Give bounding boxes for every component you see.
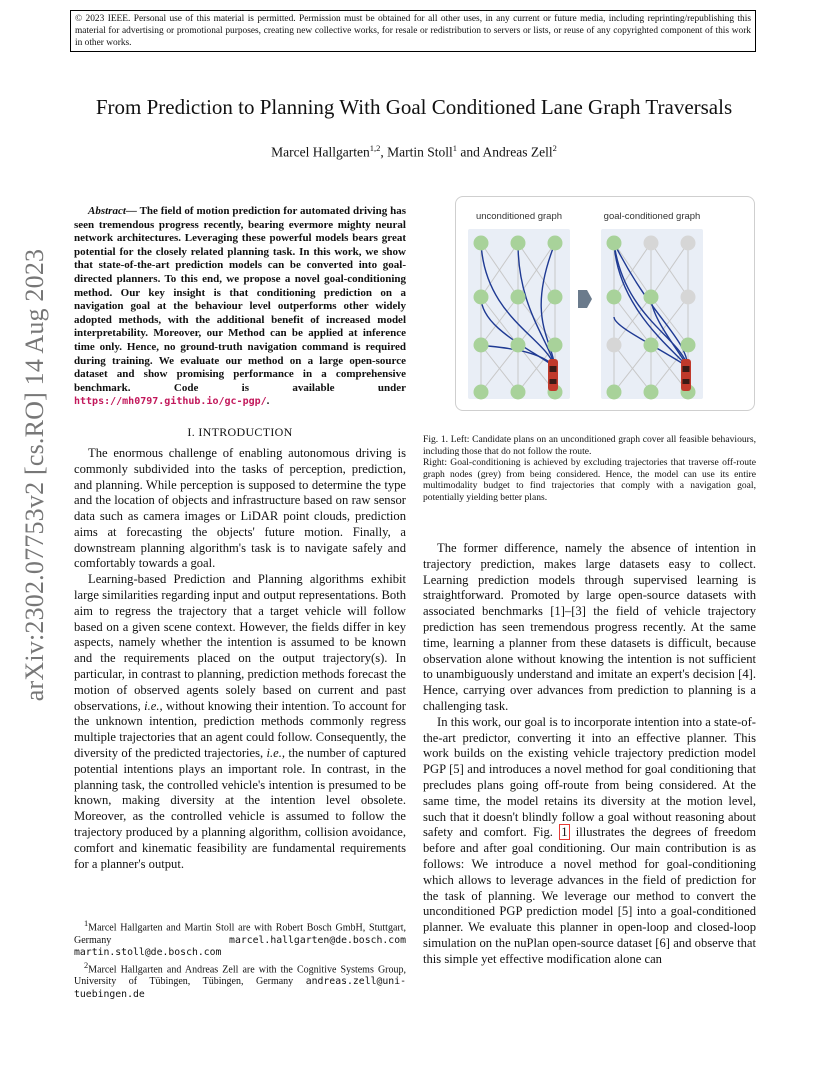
graph-node — [607, 338, 622, 353]
email-link[interactable]: andreas.zell@uni-tuebingen.de — [74, 976, 406, 1000]
section-heading-introduction: I. INTRODUCTION — [187, 424, 293, 439]
graph-node — [681, 236, 696, 251]
figure-reference-link[interactable]: 1 — [561, 825, 568, 840]
arxiv-identifier[interactable]: arXiv:2302.07753v2 [cs.RO] 14 Aug 2023 — [20, 248, 49, 702]
figure-1 — [455, 196, 755, 411]
affiliation-mark: 1,2 — [369, 143, 381, 153]
intro-paragraph-1: The enormous challenge of enabling autonomous driving is commonly subdivided into the tasks of perception, prediction, and planning. While perception is supposed to determine the type and the location of objects and infrastructure based on raw sensor data such as camera images or LiDAR point clouds, prediction aims at forecasting the objects' future motion. Finally, a downstream planning algorithm's task is to navigate safely and comfortably towards a goal. — [74, 445, 406, 571]
graph-node — [548, 338, 563, 353]
affiliation-mark: 2 — [552, 143, 557, 153]
email-link[interactable]: martin.stoll@de.bosch.com — [74, 947, 222, 959]
author-list — [0, 143, 828, 161]
figure-caption — [423, 434, 756, 504]
author-name: Marcel Hallgarten — [271, 144, 370, 160]
email-link[interactable]: marcel.hallgarten@de.bosch.com — [229, 934, 406, 946]
graph-node — [644, 236, 659, 251]
right-paragraph-1: The former difference, namely the absence of intention in trajectory prediction, makes large datasets easy to collect. Learning prediction models through supervised learning is straightforward. Promoted by large open-source datasets with associated benchmarks [1]–[3] the field of vehicle trajectory prediction has seen tremendous progress recently. At the same time, learning a planner from these datasets is difficult, because observation alone without knowing the intention is not sufficient to unambiguously understand and imitate an expert's decision [4]. Hence, carrying over advances from prediction to planning is a challenging task. — [423, 541, 756, 713]
abstract-end: . — [266, 395, 270, 408]
graph-node — [474, 236, 489, 251]
intro-paragraph-2 — [74, 572, 406, 872]
graph-node — [644, 290, 659, 305]
footnote-1 — [74, 918, 406, 960]
abstract — [74, 205, 406, 409]
graph-node — [511, 385, 526, 400]
graph-node — [511, 290, 526, 305]
text-run-italic: i.e., — [144, 698, 163, 713]
graph-node — [474, 290, 489, 305]
text-run: Learning-based Prediction and Planning algorithms exhibit large similarities regarding input and output representations. Both aim to regress the trajectory that a target vehicle will follow based on a given scene context. However, the fields differ in key aspects, namely whether the intention is assumed to be known and the requirements placed on the output trajectory(s). In particular, in contrast to planning, prediction methods forecast the motion of observed agents solely based on current and past observations, — [74, 572, 406, 713]
graph-node — [474, 338, 489, 353]
footnote-text: Marcel Hallgarten and Martin Stoll are with Robert Bosch GmbH, Stuttgart, Germany — [74, 922, 406, 946]
arrow-right-icon — [578, 290, 592, 308]
vehicle-icon — [681, 359, 691, 391]
author-separator: , — [380, 144, 388, 160]
author-name: Martin Stoll — [387, 144, 453, 160]
left-column — [74, 205, 406, 872]
figure-label-right: goal-conditioned graph — [603, 211, 701, 222]
right-paragraph-2 — [423, 715, 756, 968]
author-separator: and — [456, 144, 483, 160]
vehicle-icon — [548, 359, 558, 391]
graph-node — [474, 385, 489, 400]
footnote-mark: 1 — [84, 919, 89, 928]
right-column — [423, 541, 756, 968]
footnote-2 — [74, 960, 406, 1002]
abstract-label: Abstract— — [88, 205, 137, 217]
footnotes — [74, 918, 406, 1001]
text-run: illustrates the degrees of freedom before and after goal conditioning. Our main contribution is as follows: We introduce a novel method for goal-conditioning which allows to leverage advances in the field of prediction for the task of planning. We leverage our method to convert the unconditioned PGP prediction model [5] into a goal-conditioned planner. We evaluate this planner in open-loop and closed-loop simulation on the nuPlan open-source dataset [6] and observe that this simple yet effective modification alone can — [423, 825, 757, 966]
copyright-notice: © 2023 IEEE. Personal use of this material is permitted. Permission must be obtained for all other uses, in any current or future media, including reprinting/republishing this material for advertising or promotional purposes, creating new collective works, for resale or redistribution to servers or lists, or reuse of any copyrighted component of this work in other works. — [70, 10, 756, 52]
affiliation-mark: 1 — [452, 143, 457, 153]
figure-label-left: unconditioned graph — [475, 211, 563, 222]
footnote-mark: 2 — [84, 960, 89, 970]
text-run: without knowing their intention. To account for the unknown intention, prediction methods commonly regress multiple trajectories that an agent could follow. Consequently, the diversity of the predicted trajectories, — [74, 698, 406, 761]
figure-graph-illustration — [456, 197, 754, 410]
graph-node — [607, 385, 622, 400]
text-run: In this work, our goal is to incorporate intention into a state-of-the-art predictor, converting it into an effective planner. This work builds on the existing vehicle trajectory prediction model PGP [5] and introduces a novel method for goal conditioning that precludes plans going off-route from being considered. At the same time, the model retains its diversity at the motion level, such that it doesn't blindly follow a goal without reasoning about safety and comfort. Fig. — [423, 714, 756, 840]
graph-node — [548, 290, 563, 305]
author-name: Andreas Zell — [482, 144, 553, 160]
graph-node — [681, 290, 696, 305]
paper-title: From Prediction to Planning With Goal Conditioned Lane Graph Traversals — [95, 95, 733, 119]
graph-node — [681, 338, 696, 353]
graph-node — [548, 236, 563, 251]
graph-node — [511, 236, 526, 251]
text-run-italic: i.e., — [266, 746, 286, 761]
graph-node — [607, 290, 622, 305]
graph-node — [511, 338, 526, 353]
graph-node — [607, 236, 622, 251]
caption-line-1: Fig. 1. Left: Candidate plans on an unconditioned graph cover all feasible behaviours, including those that do not follow the route. — [423, 434, 756, 457]
footnote-text: Marcel Hallgarten and Andreas Zell are with the Cognitive Systems Group, University of Tübingen, Tübingen, Germany — [74, 963, 406, 988]
graph-node — [644, 385, 659, 400]
caption-line-2: Right: Goal-conditioning is achieved by excluding trajectories that traverse off-route graph nodes (grey) from being considered. Hence, the model can use its entire multimodality budget to find trajectories that comply with a navigation goal, potentially yielding better plans. — [423, 457, 756, 503]
graph-node — [644, 338, 659, 353]
text-run: the number of captured potential intentions plays an important role. In contrast, in the planning task, the controlled vehicle's intention is presumed to be known, making diversity at the intention level obsolete. Moreover, as the controlled vehicle is assumed to follow the trajectory produced by a planning algorithm, collision avoidance, comfort and kinematic feasibility are fundamental requirements for a planner's output. — [74, 746, 406, 871]
abstract-text: The field of motion prediction for automated driving has seen tremendous progress recently, bearing evermore mighty neural network architectures. Leveraging these powerful models bears great potential for the closely related planning task. In this work, we show that state-of-the-art prediction models can be converted into goal-directed planners. To this end, we propose a novel goal-conditioning method. Our key insight is that conditioning prediction on a navigation goal at the behaviour level outperforms other widely adopted methods, with the additional benefit of increased model interpretability. Moreover, our Method can be applied at inference time only. Hence, no ground-truth navigation command is required during training. We evaluate our method on a large open-source dataset and show promising performance in a comprehensive benchmark. Code is available under — [74, 205, 406, 394]
code-url-link[interactable]: https://mh0797.github.io/gc-pgp/ — [74, 396, 267, 408]
